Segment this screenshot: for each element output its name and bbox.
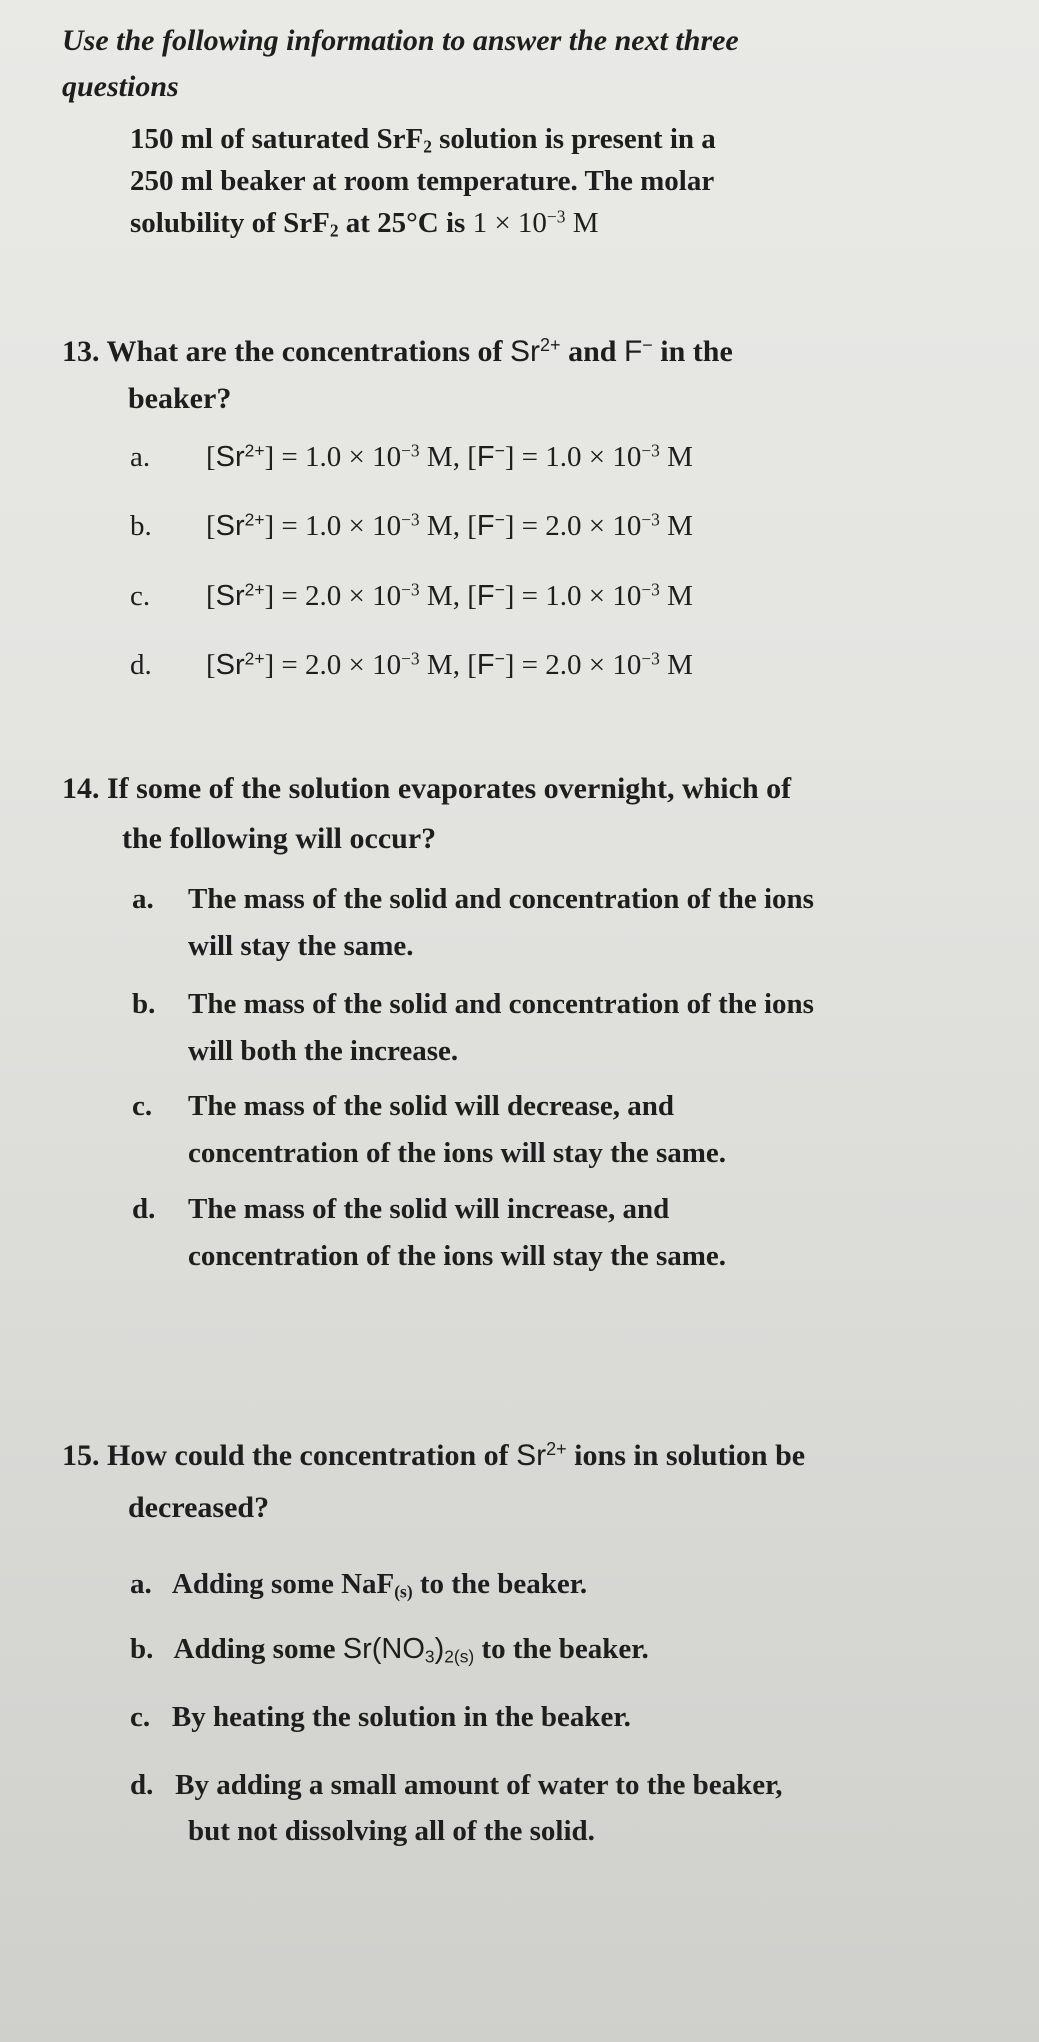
q14-stem-line-2: the following will occur? — [122, 822, 437, 855]
q13-option-f: $[F^-] = 1.0 \times 10^{-3}$ M — [467, 440, 693, 473]
q13-option-f: $[F^-] = 2.0 \times 10^{-3}$ M — [467, 509, 693, 542]
q13-option-letter: b. — [130, 510, 152, 542]
q14-option-letter: a. — [132, 883, 154, 915]
q15-stem-line-2: decreased? — [128, 1491, 270, 1524]
intro-heading-line-1: Use the following information to answer the next three — [62, 24, 739, 57]
q14-option-d[interactable] — [132, 1190, 669, 1228]
intro-paragraph-line-2: 250 ml beaker at room temperature. The molar — [130, 165, 715, 197]
q14-option-text-line-2: concentration of the ions will stay the same. — [188, 1240, 727, 1272]
q13-option-letter: d. — [130, 649, 152, 681]
q15-option-d-line-2: but not dissolving all of the solid. — [188, 1815, 595, 1847]
q13-option-sr: $[Sr^{2+}] = 2.0 \times 10^{-3}$ M, — [206, 648, 468, 681]
intro-paragraph-line-1: 150 ml of saturated SrF$_2$ solution is present in a — [130, 123, 716, 157]
q13-option-sr: $[Sr^{2+}] = 1.0 \times 10^{-3}$ M, — [206, 509, 468, 542]
q13-option-f: $[F^-] = 2.0 \times 10^{-3}$ M — [467, 648, 693, 681]
q14-option-letter: b. — [132, 988, 156, 1020]
q15-option-c[interactable]: c. By heating the solution in the beaker. — [130, 1701, 631, 1733]
q13-option-letter: a. — [130, 441, 151, 473]
q13-option-b[interactable] — [130, 507, 693, 545]
q14-option-text-line-1: The mass of the solid will increase, and — [188, 1193, 670, 1225]
q13-option-d[interactable] — [130, 646, 693, 684]
q14-option-text-line-1: The mass of the solid and concentration of the ions — [188, 988, 814, 1020]
q14-option-c[interactable] — [132, 1087, 674, 1125]
q15-stem-line-1: 15. How could the concentration of $Sr^{2+}$ ions in solution be — [62, 1439, 806, 1472]
q13-option-sr: $[Sr^{2+}] = 2.0 \times 10^{-3}$ M, — [206, 579, 468, 612]
q14-option-text-line-2: will both the increase. — [188, 1035, 459, 1067]
q14-option-letter: d. — [132, 1193, 156, 1225]
q14-option-text-line-1: The mass of the solid and concentration of the ions — [188, 883, 814, 915]
q13-stem-line-1: 13. What are the concentrations of $Sr^{2+}$ and F− in the — [62, 335, 733, 368]
q13-option-f: $[F^-] = 1.0 \times 10^{-3}$ M — [467, 579, 693, 612]
q14-option-a[interactable] — [132, 880, 814, 918]
q13-option-letter: c. — [130, 580, 151, 612]
intro-heading-line-2: questions — [62, 70, 179, 103]
q14-option-b[interactable] — [132, 985, 814, 1023]
q13-option-sr: $[Sr^{2+}] = 1.0 \times 10^{-3}$ M, — [206, 440, 468, 473]
q15-option-a[interactable]: a. Adding some NaF$_{(s)}$ to the beaker. — [130, 1568, 588, 1602]
q15-option-b[interactable]: b. Adding some $Sr(NO_3)_{2(s)}$ to the beaker. — [130, 1633, 649, 1667]
intro-paragraph-line-3: solubility of SrF$_2$ at 25°C is $1 \times 10^{-3}$ M — [130, 206, 599, 241]
q15-option-d-line-1[interactable]: d. By adding a small amount of water to the beaker, — [130, 1769, 783, 1801]
q14-option-text-line-2: concentration of the ions will stay the same. — [188, 1137, 727, 1169]
q13-stem-line-2: beaker? — [128, 382, 232, 415]
q13-option-a[interactable] — [130, 438, 693, 476]
q14-stem-line-1: 14. If some of the solution evaporates overnight, which of — [62, 772, 792, 805]
q14-option-text-line-1: The mass of the solid will decrease, and — [188, 1090, 675, 1122]
q14-option-letter: c. — [132, 1090, 153, 1122]
q13-option-c[interactable] — [130, 577, 693, 615]
q14-option-text-line-2: will stay the same. — [188, 930, 414, 962]
